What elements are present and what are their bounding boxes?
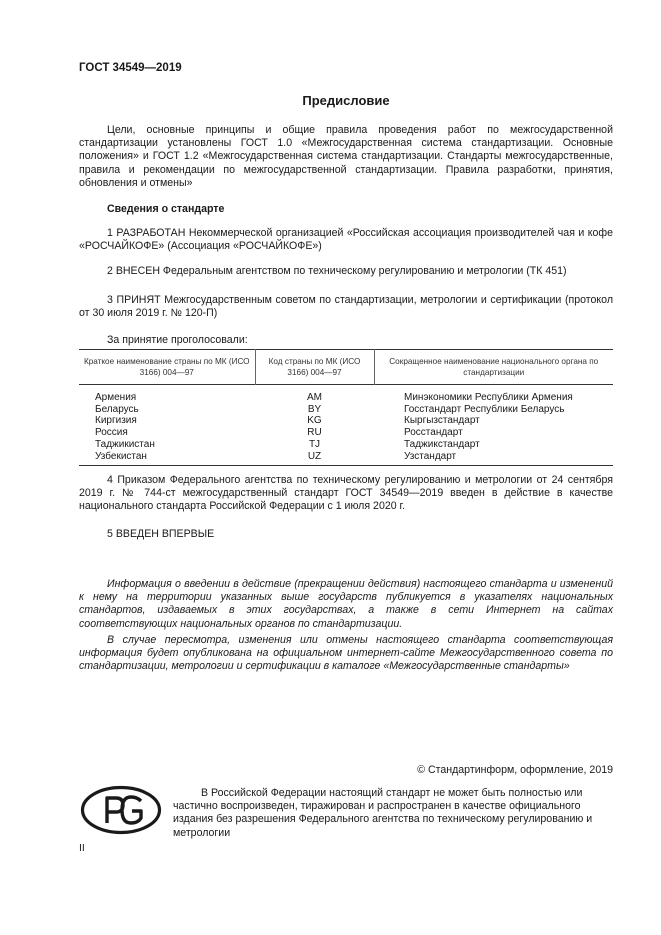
table-row xyxy=(79,385,613,404)
voting-table xyxy=(79,349,613,466)
table-cell-body: Госстандарт Республики Беларусь xyxy=(404,403,565,415)
page-title: Предисловие xyxy=(302,93,390,108)
item-first-introduced: 5 ВВЕДЕН ВПЕРВЫЕ xyxy=(107,528,215,540)
table-cell-country: Беларусь xyxy=(95,403,139,415)
table-cell-code: BY xyxy=(307,403,322,415)
table-cell-code: TJ xyxy=(308,438,321,450)
table-cell-body: Минэкономики Республики Армения xyxy=(404,392,573,403)
table-cell-country: Киргизия xyxy=(95,415,137,427)
table-cell-code: AM xyxy=(307,392,322,403)
table-cell-body: Таджикстандарт xyxy=(404,438,480,450)
table-cell-country: Армения xyxy=(95,392,137,403)
copyright-line: © Стандартинформ, оформление, 2019 xyxy=(417,764,613,776)
intro-paragraph: Цели, основные принципы и общие правила проведения работ по межгосударственной стандартизации установлены ГОСТ 1.0 «Межгосударственная система стандартизации. Основные положения» и ГОСТ 1.2 «Межгосударственная система стандартизации. Стандарты межгосударственные, правила и рекомендации по межгосударственной стандартизации. Правила разработки, принятия, обновления и отмены» xyxy=(79,124,613,189)
rst-logo-icon xyxy=(80,785,162,835)
rst-logo xyxy=(80,785,162,835)
table-cell-code: RU xyxy=(307,427,322,439)
item-order: 4 Приказом Федерального агентства по техническому регулированию и метрологии от 24 сентября 2019 г. № 744-ст межгосударственный стандарт ГОСТ 34549—2019 введен в действие в качестве национального стандарта Российской Федерации с 1 июля 2020 г. xyxy=(79,474,613,513)
table-header-row xyxy=(79,350,613,385)
page-number: II xyxy=(79,842,85,854)
table-cell-country: Таджикистан xyxy=(95,438,155,450)
table-cell-body: Росстандарт xyxy=(404,427,463,439)
document-code: ГОСТ 34549—2019 xyxy=(79,62,182,74)
table-cell-country: Россия xyxy=(95,427,128,439)
notice-paragraph-1: Информация о введении в действие (прекращении действия) настоящего стандарта и изменений к нему на территории указанных выше государств публикуется в указателях национальных стандартов, издаваемых в этих государствах, а также в сети Интернет на сайтах соответствующих национальных органов по стандартизации. xyxy=(79,578,613,630)
table-cell-body: Узстандарт xyxy=(404,450,457,462)
table-cell-country: Узбекистан xyxy=(95,450,147,462)
table-cell-code: KG xyxy=(307,415,322,427)
table-row xyxy=(79,415,613,427)
notice-paragraph-2: В случае пересмотра, изменения или отмены настоящего стандарта соответствующая информация будет опубликована на официальном интернет-сайте Межгосударственного совета по стандартизации, метрологии и сертификации в каталоге «Межгосударственные стандарты» xyxy=(79,634,613,673)
table-row xyxy=(79,427,613,439)
table-row xyxy=(79,404,613,416)
table-cell-code: UZ xyxy=(307,450,322,462)
table-row xyxy=(79,451,613,466)
table-cell-body: Кыргызстандарт xyxy=(404,415,480,427)
item-developed: 1 РАЗРАБОТАН Некоммерческой организацией «Российская ассоциация производителей чая и кофе «РОСЧАЙКОФЕ» (Ассоциация «РОСЧАЙКОФЕ») xyxy=(79,227,613,253)
item-adopted: 3 ПРИНЯТ Межгосударственным советом по стандартизации, метрологии и сертификации (протокол от 30 июля 2019 г. № 120-П) xyxy=(79,294,613,320)
table-header-country: Краткое наименование страны по МК (ИСО 3166) 004—97 xyxy=(83,357,250,377)
table-header-code: Код страны по МК (ИСО 3166) 004—97 xyxy=(255,350,374,385)
legal-notice: В Российской Федерации настоящий стандарт не может быть полностью или частично воспроизведен, тиражирован и распространен в качестве официального издания без разрешения Федерального агентства по техническому регулированию и метрологии xyxy=(173,787,593,839)
item-introduced: 2 ВНЕСЕН Федеральным агентством по техническому регулированию и метрологии (ТК 451) xyxy=(107,265,567,277)
table-row xyxy=(79,439,613,451)
voted-label: За принятие проголосовали: xyxy=(107,334,248,346)
table-header-body: Сокращенное наименование национального органа по стандартизации xyxy=(374,350,613,385)
section-title: Сведения о стандарте xyxy=(107,203,225,215)
